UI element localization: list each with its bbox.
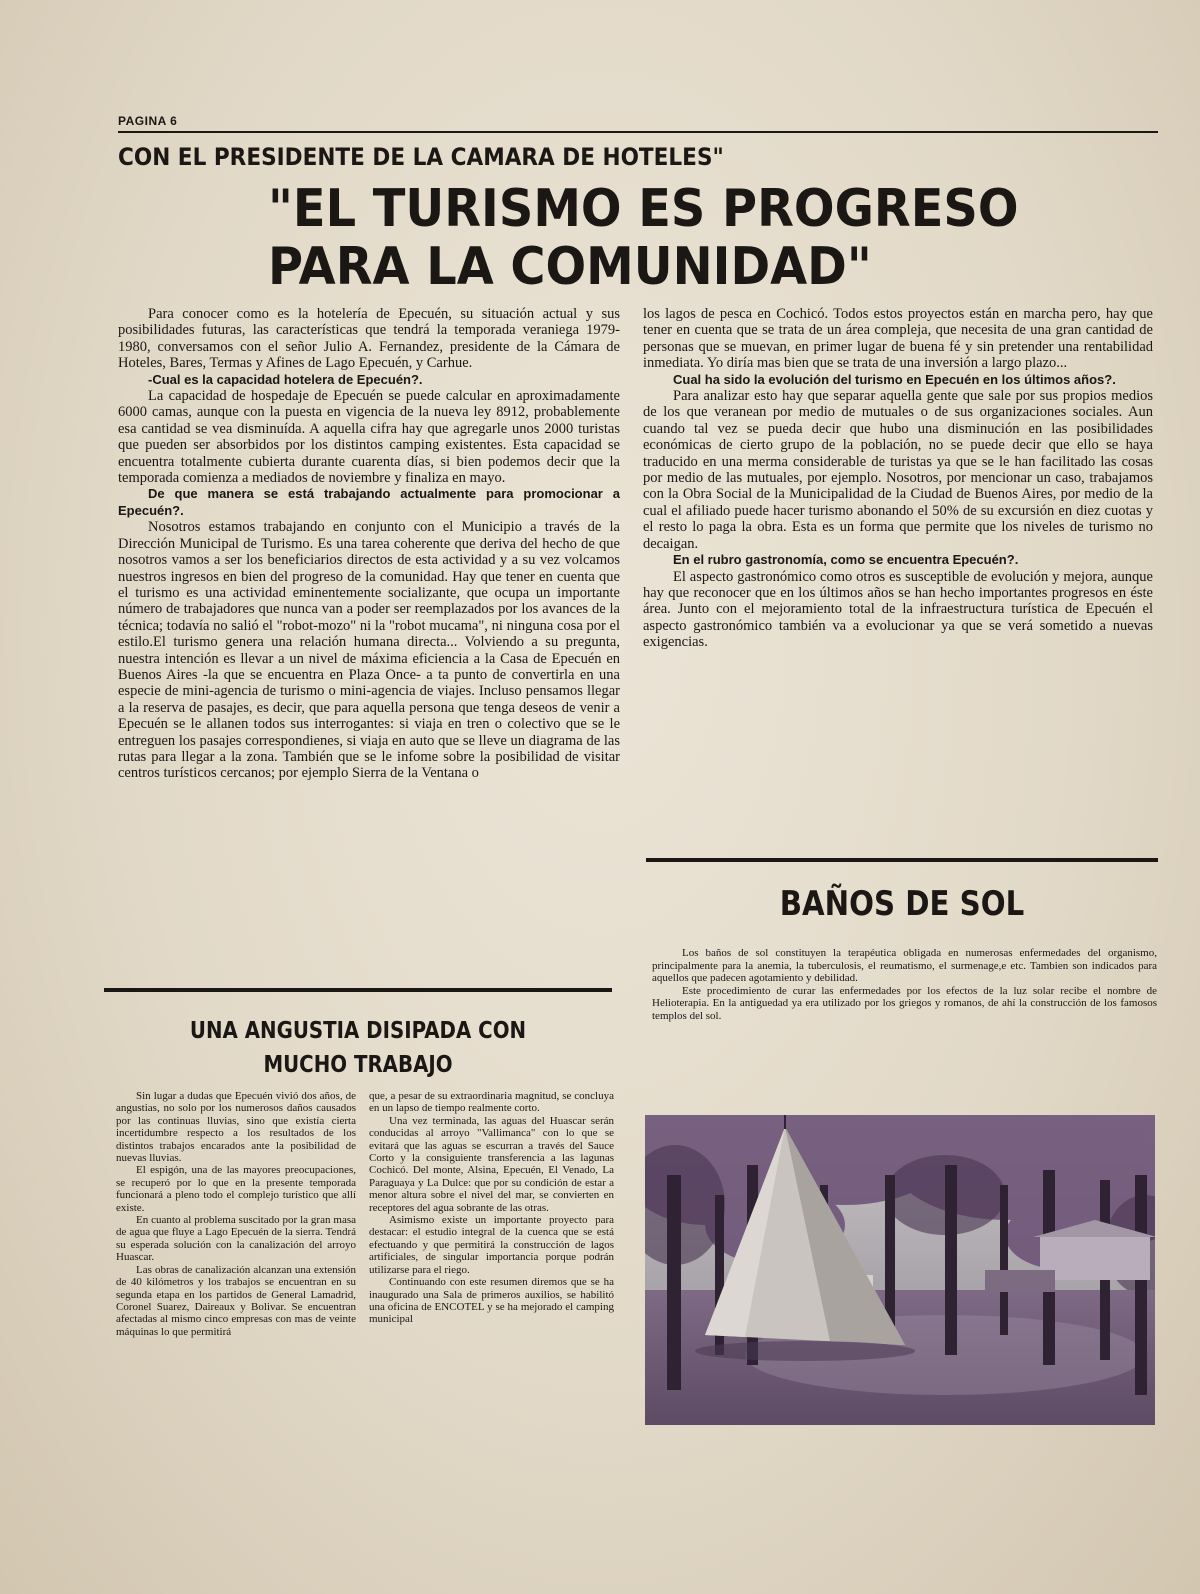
paragraph: El aspecto gastronómico como otros es susceptible de evolución y mejora, aunque hay que reconocer que en los últimos años se han hecho importantes progresos en éste área. Junto con el mejoramiento total de la infraestructura turística de Epecuén el aspecto gastronómico también va a evolucionar ya que se verá sometido a nuevas exigencias.: [643, 568, 1153, 651]
headline-line: "EL TURISMO ES PROGRESO: [268, 179, 1019, 239]
angustia-title-line: MUCHO TRABAJO: [263, 1052, 453, 1078]
angustia-column-1: [116, 1090, 356, 1338]
interview-question: De que manera se está trabajando actualmente para promocionar a Epecuén?.: [118, 486, 620, 518]
paragraph: que, a pesar de su extraordinaria magnitud, se concluya en un lapso de tiempo realmente corto.: [369, 1090, 614, 1115]
paragraph: Continuando con este resumen diremos que se ha inaugurado una Sala de primeros auxilios, se habilitó una oficina de ENCOTEL y se ha mejorado el camping municipal: [369, 1276, 614, 1326]
angustia-title: [104, 1014, 612, 1082]
paragraph: los lagos de pesca en Cochicó. Todos estos proyectos están en marcha pero, hay que tener en cuenta que se trata de un área compleja, que necesita de una gran cantidad de personas que se muevan, en primer lugar de buena fé y sin pretender una rentabilidad inmediata. Yo diría mas bien que se trata de una inversión a largo plazo...: [643, 306, 1153, 372]
headline: [268, 180, 1068, 296]
banos-title-text: BAÑOS DE SOL: [779, 884, 1025, 924]
angustia-title-line: UNA ANGUSTIA DISIPADA CON: [189, 1018, 527, 1044]
paragraph: Este procedimiento de curar las enfermedades por los efectos de la luz solar recibe el nombre de Helioterapia. En la antiguedad ya era utilizado por los griegos y romanos, de ahí la construcción de los famosos templos del sol.: [652, 984, 1157, 1022]
paragraph: Para conocer como es la hotelería de Epecuén, su situación actual y sus posibilidades futuras, las características que tendrá la temporada veraniega 1979-1980, conversamos con el señor Julio A. Fernandez, presidente de la Cámara de Hoteles, Bares, Termas y Afines de Lago Epecuén, y Carhue.: [118, 306, 620, 372]
paragraph: Los baños de sol constituyen la terapéutica obligada en numerosas enfermedades del organismo, principalmente para la anemia, la tuberculosis, el reumatismo, el surmenage,e etc. Tambien son indicados para aquellos que padecen agotamiento y debilidad.: [652, 947, 1157, 985]
interview-question: Cual ha sido la evolución del turismo en Epecuén en los últimos años?.: [673, 371, 1116, 387]
interview-question: En el rubro gastronomía, como se encuentra Epecuén?.: [673, 552, 1019, 568]
paragraph: Asimismo existe un importante proyecto para destacar: el estudio integral de la cuenca que se está efectuando y que permitirá la construcción de lagos artificiales, de singular importancia porque podrán utilizarse para el riego.: [369, 1214, 614, 1276]
banos-body: [652, 947, 1157, 1023]
paragraph: Una vez terminada, las aguas del Huascar serán conducidas al arroyo "Vallimanca" con lo que se evitará que las aguas se escurran a través del Sauce Corto y la consiguiente transferencia a las lagunas Cochicó. Del monte, Alsina, Epecuén, El Venado, La Paraguaya y La Dulce: que por su condición de estar a menor altura sobre el nivel del mar, se convierten en receptores del agua sobrante de las otras.: [369, 1114, 614, 1214]
banos-title: [646, 884, 1158, 924]
paragraph: El espigón, una de las mayores preocupaciones, se recuperó por lo que en la presente temporada funcionará a pleno todo el complejo turístico que allí existe.: [116, 1164, 356, 1214]
headline-line: PARA LA COMUNIDAD": [268, 237, 872, 297]
top-rule: [118, 131, 1158, 133]
paragraph: Nosotros estamos trabajando en conjunto con el Municipio a través de la Dirección Municipal de Turismo. Es una tarea coherente que deriva del hecho de que nosotros vamos a ser los beneficiarios directos de esta actividad y a su vez volcamos nuestros ingresos en bien del progreso de la comunidad. Hay que tener en cuenta que el turismo es una actividad eminentemente socializante, que ocupa un importante número de trabajadores que nunca van a poder ser reemplazados por los avances de la técnica; todavía no salió el "robot-mozo" ni la "robot mucama", ni ninguna cosa por el estilo.El turismo genera una relación humana directa... Volviendo a su pregunta, nuestra intención es llevar a un nivel de máxima eficiencia a la Casa de Epecuén en Buenos Aires -la que se encuentra en Plaza Once- a ta punto de convertirla en una especie de mini-agencia de turismo o mini-agencia de viajes. Incluso pensamos llegar a la reserva de pasajes, es decir, que para aquella persona que tenga deseos de venir a Epecuén se le allanen todos sus interrogantes: si viaja en tren o colectivo que se le entreguen los pasajes correspondienes, si viaja en auto que se lleve un diagrama de las rutas para llegar a la zona. También que se le infome sobre la posibilidad de visitar centros turísticos cercanos; por ejemplo Sierra de la Ventana o: [118, 519, 620, 782]
interview-question: -Cual es la capacidad hotelera de Epecuén?.: [148, 371, 423, 387]
paragraph: Sin lugar a dudas que Epecuén vivió dos años, de angustias, no solo por los numerosos daños causados por las continuas lluvias, sino que existía cierta incertidumbre respecto a los resultados de los distintos trabajos encarados ante la posibilidad de nuevas lluvias.: [116, 1090, 356, 1165]
main-article-column-2: [643, 306, 1153, 651]
angustia-column-2: [369, 1090, 614, 1326]
section-rule: [646, 858, 1158, 862]
section-rule: [104, 988, 612, 992]
paragraph: En cuanto al problema suscitado por la gran masa de agua que fluye a Lago Epecuén de la sierra. Tendrá su esperada solución con la canalización del arroyo Huascar.: [116, 1214, 356, 1264]
kicker: CON EL PRESIDENTE DE LA CAMARA DE HOTELES": [118, 143, 724, 171]
main-article-column-1: [118, 306, 620, 782]
paragraph: La capacidad de hospedaje de Epecuén se puede calcular en aproximadamente 6000 camas, aunque con la puesta en vigencia de la nueva ley 8912, probablemente esa cantidad se vea disminuída. A aquella cifra hay que agregarle unos 2000 turistas que pueden ser absorbidos por los distintos camping existentes. Esta capacidad se encuentra totalmente cubierta durante cuarenta días, si bien podemos decir que la temporada comienza a mediados de noviembre y finaliza en mayo.: [118, 388, 620, 487]
paragraph: Para analizar esto hay que separar aquella gente que sale por sus propios medios de los que veranean por medio de mutuales o de sus organizaciones sociales. Aun cuando tal vez se pueda decir que hubo una disminución en las posibilidades económicas de cierto grupo de la población, no se puede decir que ello se haya traducido en una merma considerable de turistas ya que se le han facilitado las cosas por medio de las mutuales, por ejemplo. Nosotros, por mencionar un caso, trabajamos con la Obra Social de la Municipalidad de la Ciudad de Buenos Aires, por medio de la cual el afiliado puede hacer turismo abonando el 50% de su excursión en diez cuotas y el resto lo paga la obra. Esta es un forma que permite que los niveles de turismo no decaigan.: [643, 388, 1153, 552]
page-label: PAGINA 6: [118, 114, 178, 128]
camping-tent-photo: [645, 1115, 1155, 1425]
paragraph: Las obras de canalización alcanzan una extensión de 40 kilómetros y los trabajos se encuentran en su segunda etapa en los partidos de General Lamadrid, Coronel Suarez, Daireaux y Bolivar. Se encuentran afectadas al mismo cinco empresas con mas de veinte máquinas lo que permitirá: [116, 1263, 356, 1338]
